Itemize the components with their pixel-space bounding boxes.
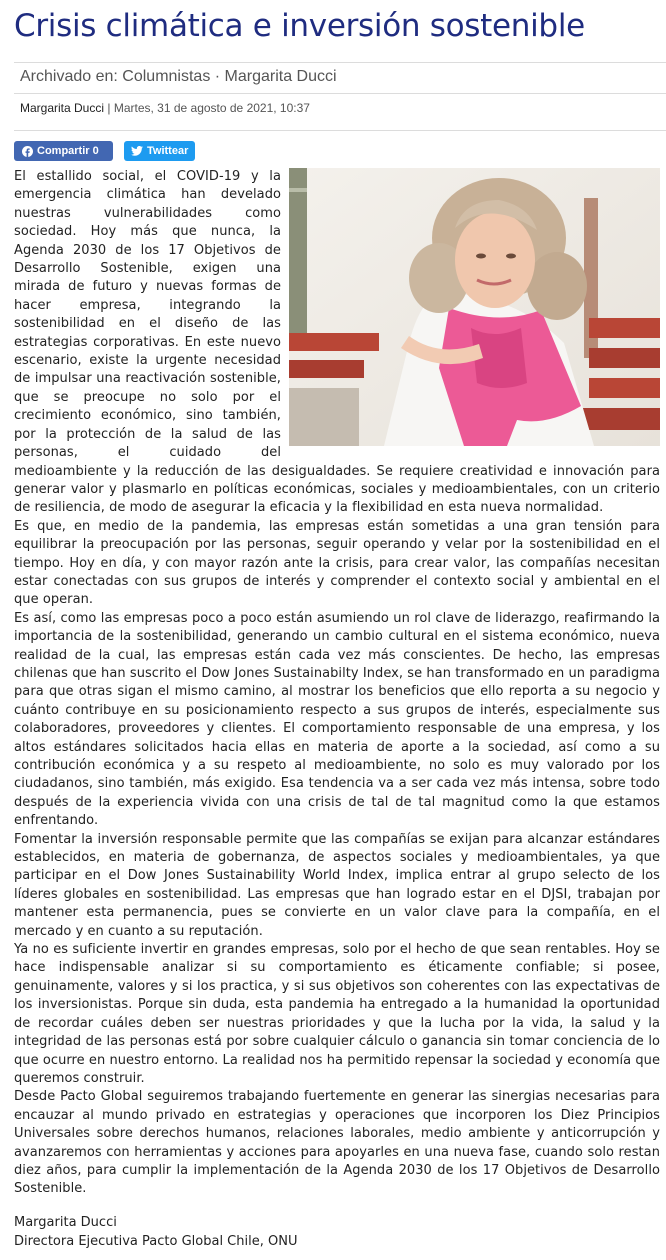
article-paragraph: Ya no es suficiente invertir en grandes empresas, solo por el hecho de que sean rentables. Hoy se hace indispensable analizar si su comportamiento es éticamente confiable; si posee, genuinamente, valores y si los practica, y si sus objetivos son coherentes con las expectativas de los inversionistas. Porque sin duda, esta pandemia ha entregado a la humanidad la oportunidad de recordar cuáles deben ser nuestras prioridades y que la lucha por la vida, la salud y la integridad de las personas está por sobre cualquier cálculo o ganancia sin tomar conciencia de lo que ocurre en nuestro entorno. La realidad nos ha permitido repensar la sociedad y economía que queremos construir.	[14, 942, 660, 1086]
article-body	[14, 168, 660, 1199]
byline-author[interactable]: Margarita Ducci	[20, 101, 105, 115]
archive-divider	[14, 93, 666, 94]
article-paragraph: Fomentar la inversión responsable permite que las compañías se exijan para alcanzar estándares establecidos, en materia de gobernanza, de aspectos sociales y medioambientales, ya que participar en el Dow Jones Sustainability World Index, implica entrar al grupo selecto de los líderes globales en sostenibilidad. Las empresas que han logrado estar en el DJSI, trabajan por mantener esta permanencia, pues se convierte en un valor clave para la compañía, en el mercado y en cuanto a su reputación.	[14, 831, 660, 939]
twitter-share-label: Twittear	[147, 145, 189, 157]
archive-line: Archivado en: Columnistas · Margarita Ducci	[20, 68, 337, 85]
facebook-share-count: 0	[92, 145, 99, 157]
article-paragraph: Es que, en medio de la pandemia, las empresas están sometidas a una gran tensión para equilibrar la preocupación por las personas, seguir operando y velar por la sostenibilidad en el tiempo. Hoy en día, y con mayor razón ante la crisis, para crear valor, las compañías necesitan estar conectadas con sus grupos de interés y comprender el contexto social y ambiental en el que operan.	[14, 518, 660, 608]
twitter-share-button[interactable]	[124, 141, 195, 161]
facebook-share-button[interactable]	[14, 141, 113, 161]
byline-date: | Martes, 31 de agosto de 2021, 10:37	[104, 101, 310, 115]
signature-name: Margarita Ducci	[14, 1215, 117, 1230]
article-paragraph: Es así, como las empresas poco a poco están asumiendo un rol clave de liderazgo, reafirmando la importancia de la sostenibilidad, generando un cambio cultural en el sistema económico, nueva realidad de la cual, las empresas están cada vez más conscientes. De hecho, las empresas chilenas que han suscrito el Dow Jones Sustainabilty Index, se han transformado en un paradigma para que otras sigan el mismo camino, al mostrar los beneficios que ello reporta a su negocio y cuánto contribuye en su posicionamiento respecto a sus grupos de interés, especialmente sus colaboradores, proveedores y clientes. El comportamiento responsable de una empresa, y los altos estándares solicitados hacia ellas en materia de aporte a la sociedad, así como a su contribución económica y a su respeto al medioambiente, no solo es muy valorado por los ciudadanos, sino también, más exigido. Esa tendencia va a ser cada vez más intensa, sobre todo después de la experiencia vivida con una crisis de tal de tal magnitud como la que estamos enfrentando.	[14, 610, 660, 829]
byline	[20, 101, 310, 115]
signature-role: Directora Ejecutiva Pacto Global Chile, ONU	[14, 1234, 298, 1249]
facebook-icon	[22, 146, 33, 157]
twitter-icon	[131, 146, 143, 156]
article-paragraph: Desde Pacto Global seguiremos trabajando fuertemente en generar las sinergias necesarias para encauzar al mundo privado en estrategias y operaciones que incorporen los Diez Principios Universales sobre derechos humanos, relaciones laborales, medio ambiente y anticorrupción y avanzaremos con herramientas y acciones para apoyarles en una nueva fase, cuando solo restan diez años, para cumplir la implementación de la Agenda 2030 de los 17 Objetivos de Desarrollo Sostenible.	[14, 1089, 660, 1197]
facebook-share-label: Compartir	[37, 145, 90, 157]
signature	[14, 1213, 297, 1251]
author-photo	[289, 168, 660, 446]
title-divider	[14, 62, 666, 63]
page-title: Crisis climática e inversión sostenible	[14, 8, 585, 44]
article-paragraph: El estallido social, el COVID-19 y la emergencia climática han develado nuestras vulnerabilidades como sociedad. Hoy más que nunca, la Agenda 2030 de los 17 Objetivos de Desarrollo Sostenible, exigen una mirada de futuro y nuevas formas de hacer empresa, integrando la sostenibilidad en el diseño de las estrategias corporativas. En este nuevo escenario, existe la urgente necesidad de impulsar una reactivación sostenible, que se preocupe no solo por el crecimiento económico, sino también, por la protección de la salud de las personas, el cuidado del medioambiente y la reducción de las desigualdades. Se requiere creatividad e innovación para generar valor y plasmarlo en políticas económicas, sociales y medioambientales, con un criterio de resiliencia, de modo de asegurar la eficacia y la flexibilidad en esta nueva normalidad.	[14, 169, 660, 516]
byline-divider	[14, 130, 666, 131]
